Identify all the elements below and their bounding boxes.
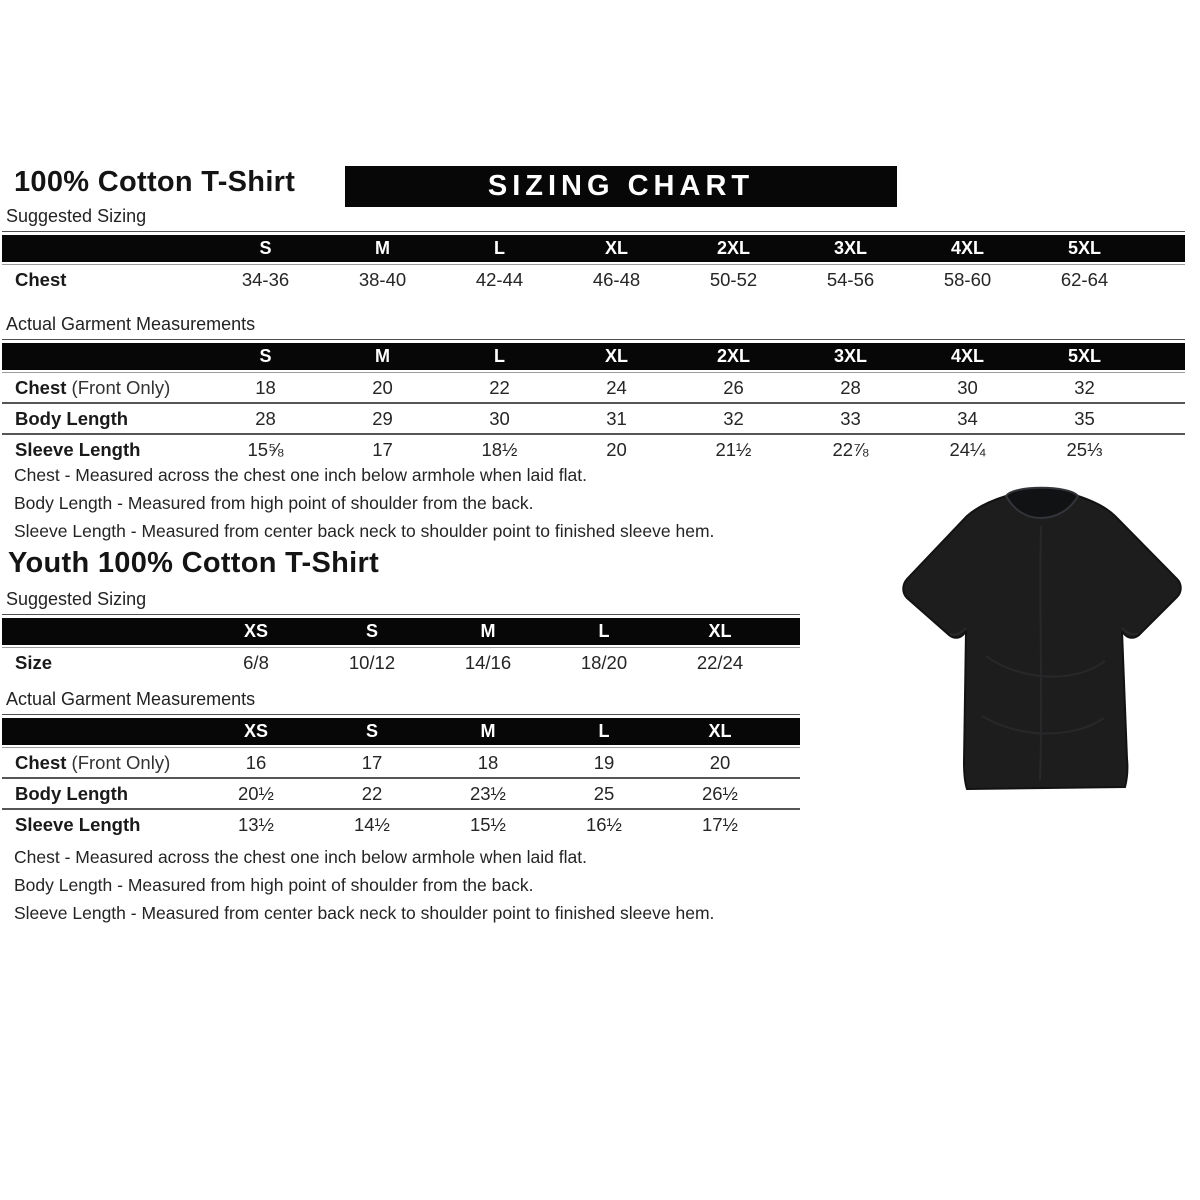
- cell-spacer: [1143, 265, 1185, 295]
- header-spacer: [2, 235, 207, 262]
- col-header-m: M: [430, 618, 546, 645]
- cell: 14/16: [464, 651, 512, 673]
- cell: 17½: [662, 809, 778, 839]
- row-label-body-length: Body Length: [2, 778, 198, 809]
- row-label-body-length: Body Length: [2, 403, 207, 434]
- cell: 17: [361, 751, 383, 773]
- cell: 35: [1026, 403, 1143, 434]
- youth-product-title: Youth 100% Cotton T-Shirt: [8, 547, 380, 579]
- col-header-5xl: 5XL: [1026, 343, 1143, 370]
- cell: 19: [593, 751, 615, 773]
- cell: 10/12: [348, 651, 396, 673]
- row-label-size: Size: [15, 651, 53, 673]
- suggested-sizing-label: Suggested Sizing: [6, 589, 147, 609]
- col-header-m: M: [430, 718, 546, 745]
- cell: 16½: [546, 809, 662, 839]
- col-header-l: L: [546, 718, 662, 745]
- cell: 15½: [430, 809, 546, 839]
- cell: 30: [957, 376, 978, 398]
- col-header-l: L: [441, 235, 558, 262]
- cell: 58-60: [943, 268, 992, 290]
- cell: 20: [709, 751, 731, 773]
- body-length-row: [2, 403, 1185, 434]
- cell: 18/20: [580, 651, 628, 673]
- cell-spacer: [778, 809, 800, 839]
- cell: 20½: [198, 778, 314, 809]
- col-header-2xl: 2XL: [675, 343, 792, 370]
- chest-front-only-row: [2, 748, 800, 779]
- row-label-chest: [2, 373, 207, 404]
- header-spacer: [2, 343, 207, 370]
- cell: 25: [546, 778, 662, 809]
- cell: 26: [723, 376, 744, 398]
- header-spacer: [2, 718, 198, 745]
- actual-measurements-label: Actual Garment Measurements: [6, 314, 256, 334]
- divider-line: [2, 614, 800, 615]
- cell: 20: [558, 434, 675, 464]
- row-label-chest: Chest: [15, 268, 67, 290]
- cell-spacer: [1143, 403, 1185, 434]
- adult-suggested-table: [2, 264, 1185, 294]
- size-header-row: [2, 235, 1185, 262]
- cell: 28: [840, 376, 861, 398]
- col-header-xl: XL: [662, 618, 778, 645]
- col-header-xs: XS: [198, 718, 314, 745]
- col-header-5xl: 5XL: [1026, 235, 1143, 262]
- tshirt-image: [890, 466, 1194, 818]
- cell: 18: [477, 751, 499, 773]
- divider-line: [2, 714, 800, 715]
- chest-front-only-row: [2, 373, 1185, 404]
- cell: 16: [245, 751, 267, 773]
- cell: 31: [558, 403, 675, 434]
- col-header-l: L: [441, 343, 558, 370]
- cell: 32: [675, 403, 792, 434]
- cell: 22⅞: [792, 434, 909, 464]
- header-end-spacer: [778, 718, 800, 745]
- row-label-sleeve-length: Sleeve Length: [2, 434, 207, 464]
- note-body: Body Length - Measured from high point of shoulder from the back.: [14, 875, 534, 895]
- cell: 20: [372, 376, 393, 398]
- cell-spacer: [1143, 434, 1185, 464]
- row-label-chest: [2, 748, 198, 779]
- header-end-spacer: [1143, 343, 1185, 370]
- cell: 18½: [441, 434, 558, 464]
- header-end-spacer: [778, 618, 800, 645]
- note-sleeve: Sleeve Length - Measured from center back neck to shoulder point to finished sleeve hem.: [14, 903, 715, 923]
- cell: 24: [606, 376, 627, 398]
- youth-actual-table: [2, 747, 800, 839]
- cell: 18: [255, 376, 276, 398]
- row-label-main: Chest: [15, 751, 67, 773]
- cell: 26½: [662, 778, 778, 809]
- cell: 24¼: [909, 434, 1026, 464]
- col-header-4xl: 4XL: [909, 235, 1026, 262]
- body-length-row: [2, 778, 800, 809]
- col-header-xl: XL: [558, 343, 675, 370]
- cell: 29: [324, 403, 441, 434]
- cell: 6/8: [243, 651, 269, 673]
- col-header-xs: XS: [198, 618, 314, 645]
- row-label-main: Chest: [15, 376, 67, 398]
- adult-actual-measurements-section: [2, 314, 1185, 464]
- sleeve-length-row: [2, 434, 1185, 464]
- adult-measurement-notes: [14, 466, 714, 550]
- adult-product-title: 100% Cotton T-Shirt: [14, 166, 296, 198]
- cell: 25⅓: [1026, 434, 1143, 464]
- row-label-sleeve-length: Sleeve Length: [2, 809, 198, 839]
- col-header-2xl: 2XL: [675, 235, 792, 262]
- adult-suggested-sizing-section: [2, 206, 1185, 294]
- col-header-s: S: [314, 718, 430, 745]
- size-header-row: [2, 343, 1185, 370]
- divider-line: [2, 231, 1185, 232]
- adult-actual-header-row: [2, 343, 1185, 370]
- cell: 54-56: [826, 268, 875, 290]
- note-chest: Chest - Measured across the chest one inch below armhole when laid flat.: [14, 465, 587, 485]
- size-row: [2, 648, 800, 678]
- banner-text: SIZING CHART: [487, 170, 755, 202]
- col-header-3xl: 3XL: [792, 235, 909, 262]
- cell: 42-44: [475, 268, 524, 290]
- chest-row: [2, 265, 1185, 295]
- col-header-m: M: [324, 343, 441, 370]
- size-header-row: [2, 618, 800, 645]
- cell: 21½: [675, 434, 792, 464]
- youth-suggested-table: [2, 647, 800, 677]
- adult-actual-table: [2, 372, 1185, 464]
- col-header-s: S: [314, 618, 430, 645]
- youth-suggested-sizing-section: [2, 589, 800, 677]
- cell: 14½: [314, 809, 430, 839]
- col-header-l: L: [546, 618, 662, 645]
- cell: 46-48: [592, 268, 641, 290]
- col-header-4xl: 4XL: [909, 343, 1026, 370]
- header-end-spacer: [1143, 235, 1185, 262]
- cell: 30: [441, 403, 558, 434]
- sleeve-length-row: [2, 809, 800, 839]
- col-header-xl: XL: [662, 718, 778, 745]
- col-header-s: S: [207, 235, 324, 262]
- col-header-xl: XL: [558, 235, 675, 262]
- youth-actual-header-row: [2, 718, 800, 745]
- cell: 22/24: [696, 651, 744, 673]
- divider-line: [2, 339, 1185, 340]
- cell: 33: [792, 403, 909, 434]
- cell: 22: [314, 778, 430, 809]
- cell: 23½: [430, 778, 546, 809]
- header-spacer: [2, 618, 198, 645]
- note-body: Body Length - Measured from high point of shoulder from the back.: [14, 493, 534, 513]
- cell-spacer: [778, 748, 800, 779]
- cell: 38-40: [358, 268, 407, 290]
- tshirt-body: [903, 496, 1181, 789]
- size-header-row: [2, 718, 800, 745]
- row-label-note: (Front Only): [66, 751, 171, 773]
- row-label-note: (Front Only): [66, 376, 171, 398]
- cell: 17: [324, 434, 441, 464]
- cell: 34: [909, 403, 1026, 434]
- cell-spacer: [778, 648, 800, 678]
- cell: 62-64: [1060, 268, 1109, 290]
- sizing-chart-banner: [345, 166, 897, 207]
- cell: 15⅝: [207, 434, 324, 464]
- col-header-3xl: 3XL: [792, 343, 909, 370]
- adult-suggested-header-row: [2, 235, 1185, 262]
- suggested-sizing-label: Suggested Sizing: [6, 206, 147, 226]
- cell: 34-36: [241, 268, 290, 290]
- col-header-m: M: [324, 235, 441, 262]
- cell: 22: [489, 376, 510, 398]
- cell-spacer: [778, 778, 800, 809]
- actual-measurements-label: Actual Garment Measurements: [6, 689, 256, 709]
- col-header-s: S: [207, 343, 324, 370]
- youth-measurement-notes: [14, 848, 714, 932]
- cell: 13½: [198, 809, 314, 839]
- note-sleeve: Sleeve Length - Measured from center back neck to shoulder point to finished sleeve hem.: [14, 521, 715, 541]
- note-chest: Chest - Measured across the chest one inch below armhole when laid flat.: [14, 847, 587, 867]
- youth-actual-measurements-section: [2, 689, 800, 839]
- cell-spacer: [1143, 373, 1185, 404]
- cell: 32: [1074, 376, 1095, 398]
- cell: 50-52: [709, 268, 758, 290]
- cell: 28: [207, 403, 324, 434]
- youth-suggested-header-row: [2, 618, 800, 645]
